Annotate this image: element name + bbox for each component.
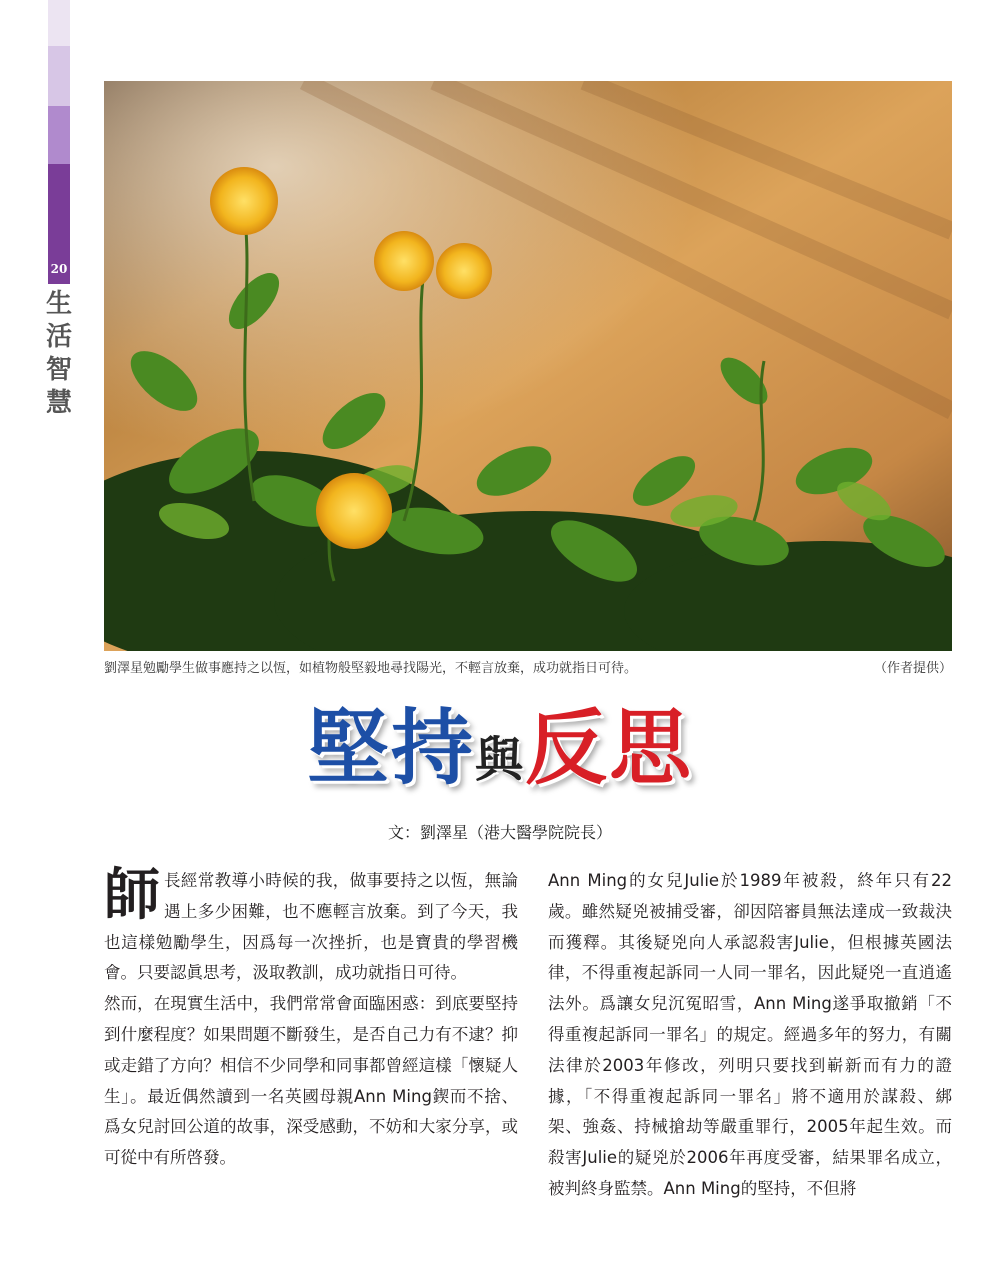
photo-credit: （作者提供）: [873, 661, 952, 676]
article-photo: [104, 81, 952, 651]
byline: 文：劉澤星（港大醫學院院長）: [387, 823, 612, 842]
paragraph: 然而，在現實生活中，我們常常會面臨困惑：到底要堅持到什麼程度？如果問題不斷發生，是否自己力有不逮？抑或走錯了方向？相信不少同學和同事都曾經這樣「懷疑人生」。最近偶然讀到一名英國母親Ann Ming鍥而不捨、爲女兒討回公道的故事，深受感動，不妨和大家分享，或可從中有所啓發。: [104, 994, 518, 1168]
section-title: 生活智慧: [45, 289, 72, 418]
page-number: 20: [50, 262, 68, 276]
headline-part1: 堅持: [306, 700, 475, 796]
caption-text: 劉澤星勉勵學生做事應持之以恆，如植物般堅毅地尋找陽光，不輕言放棄，成功就指日可待。: [104, 661, 638, 676]
headline-part3: 反思: [525, 700, 694, 796]
side-tab-light: [48, 0, 70, 46]
side-tab-mid: [48, 106, 70, 164]
photo-caption: [104, 660, 952, 678]
paragraph-text: 長經常教導小時候的我，做事要持之以恆，無論遇上多少困難，也不應輕言放棄。到了今天，我也這樣勉勵學生，因爲每一次挫折，也是寶貴的學習機會。只要認眞思考，汲取教訓，成功就指日可待。: [104, 871, 518, 983]
article-column-left: [104, 863, 518, 1174]
paragraph: Ann Ming的女兒Julie於1989年被殺，終年只有22歲。雖然疑兇被捕受審，卻因陪審員無法達成一致裁決而獲釋。其後疑兇向人承認殺害Julie，但根據英國法律，不得重複起訴同一人同一罪名，因此疑兇一直逍遙法外。爲讓女兒沉冤昭雪，Ann Ming遂爭取撤銷「不得重複起訴同一罪名」的規定。經過多年的努力，有關法律於2003年修改，列明只要找到嶄新而有力的證據，「不得重複起訴同一罪名」將不適用於謀殺、綁架、強姦、持械搶劫等嚴重罪行，2005年起生效。而殺害Julie的疑兇於2006年再度受審，結果罪名成立，被判終身監禁。Ann Ming的堅持，不但將: [548, 871, 952, 1198]
side-tab-pale: [48, 46, 70, 106]
headline: [0, 700, 1000, 808]
drop-cap: 師: [104, 863, 160, 928]
article-column-right: [548, 866, 952, 1205]
paragraph: [104, 863, 518, 989]
headline-part2: 與: [474, 732, 525, 788]
